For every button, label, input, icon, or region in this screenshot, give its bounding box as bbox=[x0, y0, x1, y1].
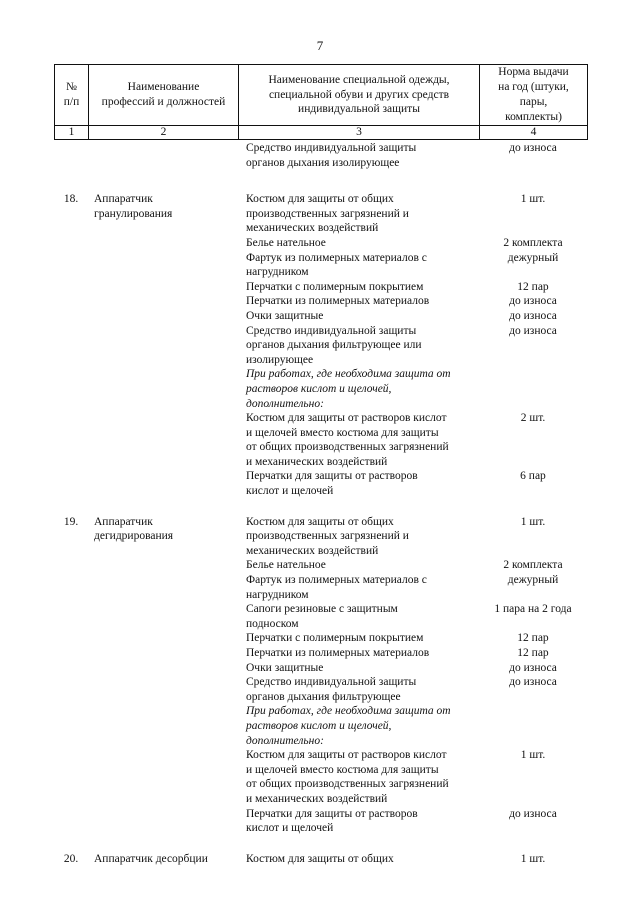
header-norm-text: Норма выдачи на год (штуки, пары, комплекты) bbox=[498, 66, 569, 123]
issue-norm: 12 пар bbox=[517, 647, 549, 659]
entry-number bbox=[54, 573, 88, 602]
equipment-name: Средство индивидуальной защиты органов дыхания фильтрующее bbox=[246, 676, 417, 703]
entry-number bbox=[54, 469, 88, 498]
equipment-name: Костюм для защиты от растворов кислот и щелочей вместо костюма для защиты от общих производственных загрязнений и механических воздействий bbox=[246, 749, 449, 805]
table-row bbox=[54, 675, 587, 704]
issue-norm: дежурный bbox=[507, 251, 559, 264]
equipment-name: Белье нательное bbox=[246, 559, 326, 572]
table-row bbox=[54, 141, 587, 170]
entry-number bbox=[54, 602, 88, 631]
entry-number bbox=[54, 236, 88, 251]
entry-number bbox=[54, 807, 88, 836]
issue-norm: 2 комплекта bbox=[503, 559, 563, 572]
equipment-name: Костюм для защиты от общих производственных загрязнений и механических воздействий bbox=[246, 515, 409, 557]
entry-number bbox=[54, 324, 88, 368]
equipment-name: Перчатки с полимерным покрытием bbox=[246, 280, 424, 293]
table-header bbox=[54, 64, 588, 140]
table-entry bbox=[54, 192, 587, 498]
table-row bbox=[54, 558, 587, 573]
table-row bbox=[54, 192, 587, 236]
profession-name bbox=[88, 807, 238, 836]
entry-number bbox=[54, 631, 88, 646]
profession-name bbox=[88, 631, 238, 646]
profession-name bbox=[88, 367, 238, 411]
equipment-name: Белье нательное bbox=[246, 236, 326, 249]
entry-number bbox=[54, 748, 88, 806]
entry-number bbox=[54, 646, 88, 661]
profession-name bbox=[88, 469, 238, 498]
equipment-name: Перчатки для защиты от растворов кислот и щелочей bbox=[246, 807, 418, 835]
table-entry bbox=[54, 515, 587, 836]
table-row bbox=[54, 573, 587, 602]
equipment-name: Средство индивидуальной защиты органов дыхания фильтрующее или изолирующее bbox=[246, 324, 422, 366]
issue-norm: дежурный bbox=[507, 574, 559, 587]
issue-norm: 1 шт. bbox=[520, 515, 546, 528]
issue-norm: 6 пар bbox=[520, 470, 546, 483]
equipment-name: Костюм для защиты от общих производственных загрязнений и механических воздействий bbox=[246, 193, 409, 235]
equipment-name: Фартук из полимерных материалов с нагрудником bbox=[246, 574, 427, 601]
profession-name: Аппаратчик дегидрирования bbox=[94, 515, 174, 543]
entry-number bbox=[54, 411, 88, 469]
issue-norm: до износа bbox=[509, 676, 557, 689]
entry-number: 18. bbox=[63, 193, 79, 206]
entry-number: 20. bbox=[63, 852, 79, 865]
table-row bbox=[54, 469, 587, 498]
table-entry bbox=[54, 141, 587, 170]
equipment-name: При работах, где необходима защита от растворов кислот и щелочей, дополнительно: bbox=[246, 705, 451, 747]
table-row bbox=[54, 251, 587, 280]
issue-norm: до износа bbox=[509, 324, 557, 337]
table-row bbox=[54, 704, 587, 748]
equipment-name: Средство индивидуальной защиты органов дыхания изолирующее bbox=[246, 142, 417, 169]
equipment-name: Перчатки с полимерным покрытием bbox=[246, 632, 424, 645]
entry-number: 19. bbox=[63, 515, 79, 528]
profession-name bbox=[88, 324, 238, 368]
equipment-name: Очки защитные bbox=[246, 309, 324, 322]
entry-number bbox=[54, 294, 88, 309]
entry-number bbox=[54, 661, 88, 676]
page-number: 7 bbox=[316, 38, 324, 53]
entry-number bbox=[54, 675, 88, 704]
entry-number bbox=[54, 367, 88, 411]
issue-norm: до износа bbox=[509, 295, 557, 308]
entry-number bbox=[54, 558, 88, 573]
equipment-name: Очки защитные bbox=[246, 661, 324, 674]
equipment-name: Перчатки из полимерных материалов bbox=[246, 295, 430, 308]
table-body bbox=[54, 141, 587, 866]
issue-norm bbox=[479, 704, 587, 748]
profession-name bbox=[88, 309, 238, 324]
table-row bbox=[54, 411, 587, 469]
issue-norm: до износа bbox=[509, 142, 557, 154]
table-row bbox=[54, 646, 587, 661]
profession-name: Аппаратчик гранулирования bbox=[94, 193, 173, 220]
entry-number bbox=[54, 251, 88, 280]
header-equipment-text: Наименование специальной одежды, специальной обуви и других средств индивидуальной защиты bbox=[268, 73, 450, 116]
profession-name bbox=[88, 704, 238, 748]
issue-norm: 1 шт. bbox=[520, 749, 546, 762]
equipment-name: Фартук из полимерных материалов с нагрудником bbox=[246, 251, 427, 279]
issue-norm: 2 шт. bbox=[520, 412, 546, 425]
table-row bbox=[54, 294, 587, 309]
table-row bbox=[54, 367, 587, 411]
issue-norm: до износа bbox=[509, 661, 557, 674]
profession-name bbox=[88, 675, 238, 704]
header-equipment bbox=[239, 65, 480, 126]
profession-name bbox=[88, 141, 238, 170]
column-index-3: 3 bbox=[239, 126, 480, 140]
issue-norm: 1 пара на 2 года bbox=[494, 603, 572, 616]
profession-name bbox=[88, 573, 238, 602]
entry-number bbox=[54, 280, 88, 295]
issue-norm: 2 комплекта bbox=[503, 236, 563, 249]
issue-norm: до износа bbox=[509, 807, 557, 820]
table-row bbox=[54, 602, 587, 631]
table-row bbox=[54, 807, 587, 836]
entry-number bbox=[54, 309, 88, 324]
table-row bbox=[54, 515, 587, 559]
table-row bbox=[54, 748, 587, 806]
issue-norm: 12 пар bbox=[517, 280, 549, 293]
table-row bbox=[54, 236, 587, 251]
equipment-name: Сапоги резиновые с защитным подноском bbox=[246, 603, 398, 630]
issue-norm bbox=[479, 367, 587, 411]
profession-name bbox=[88, 558, 238, 573]
table-row bbox=[54, 661, 587, 676]
table-row bbox=[54, 280, 587, 295]
profession-name: Аппаратчик десорбции bbox=[94, 852, 208, 865]
profession-name bbox=[88, 661, 238, 676]
table-row bbox=[54, 324, 587, 368]
table-row bbox=[54, 309, 587, 324]
issue-norm: 12 пар bbox=[517, 632, 549, 645]
issue-norm: 1 шт. bbox=[520, 852, 546, 865]
header-profession bbox=[89, 65, 239, 126]
profession-name bbox=[88, 602, 238, 631]
profession-name bbox=[88, 280, 238, 295]
column-index-1: 1 bbox=[55, 126, 89, 140]
equipment-name: Костюм для защиты от растворов кислот и щелочей вместо костюма для защиты от общих производственных загрязнений и механических воздействий bbox=[246, 412, 449, 468]
header-number bbox=[55, 65, 89, 126]
entry-number bbox=[54, 704, 88, 748]
table-row bbox=[54, 631, 587, 646]
equipment-name: Костюм для защиты от общих bbox=[246, 852, 394, 865]
equipment-name: Перчатки для защиты от растворов кислот и щелочей bbox=[246, 470, 418, 498]
column-index-2: 2 bbox=[89, 126, 239, 140]
issue-norm: 1 шт. bbox=[520, 193, 546, 206]
profession-name bbox=[88, 411, 238, 469]
equipment-name: При работах, где необходима защита от растворов кислот и щелочей, дополнительно: bbox=[246, 368, 451, 410]
profession-name bbox=[88, 748, 238, 806]
column-index-4: 4 bbox=[480, 126, 588, 140]
issue-norm: до износа bbox=[509, 309, 557, 322]
equipment-name: Перчатки из полимерных материалов bbox=[246, 647, 430, 659]
profession-name bbox=[88, 646, 238, 661]
table-row bbox=[54, 852, 587, 867]
header-norm bbox=[480, 65, 588, 126]
table-entry bbox=[54, 852, 587, 867]
header-profession-text: Наименование профессий и должностей bbox=[101, 81, 226, 108]
entry-number bbox=[54, 141, 88, 170]
profession-name bbox=[88, 251, 238, 280]
header-number-text: № п/п bbox=[63, 81, 80, 108]
profession-name bbox=[88, 236, 238, 251]
profession-name bbox=[88, 294, 238, 309]
